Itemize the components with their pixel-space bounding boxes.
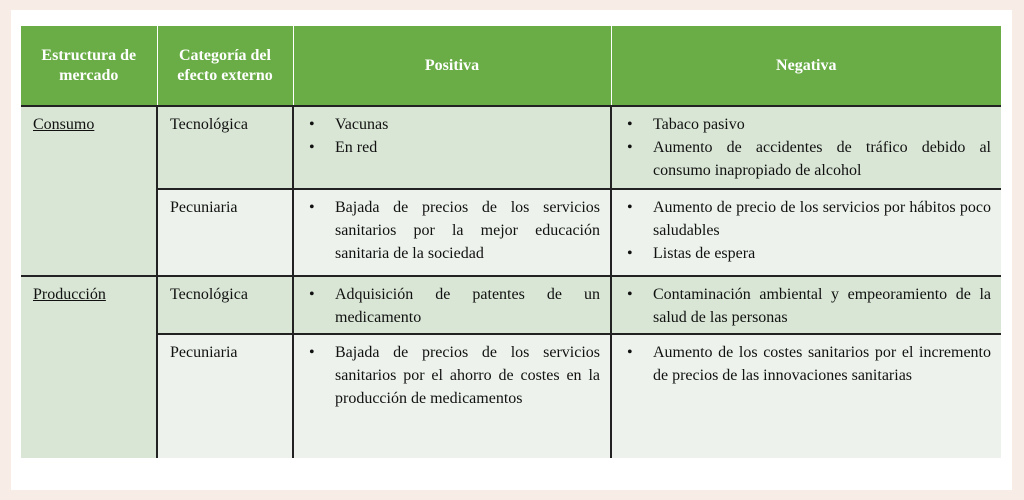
positive-cell [293,189,611,276]
category-cell: Tecnológica [157,276,293,334]
header-structure: Estructura de mercado [21,26,157,106]
table-row [21,276,1001,334]
positive-cell [293,334,611,458]
negative-cell [611,106,1001,189]
list-item: • Adquisición de patentes de un medicamento [306,283,600,329]
category-cell: Pecuniaria [157,334,293,458]
list-item: • Tabaco pasivo [624,113,991,136]
structure-cell [21,276,157,458]
header-positive: Positiva [293,26,611,106]
header-negative: Negativa [611,26,1001,106]
table-row [21,189,1001,276]
list-item: • Vacunas [306,113,600,136]
list-item: • Aumento de precio de los servicios por hábitos poco saludables [624,196,991,242]
header-category: Categoría del efecto externo [157,26,293,106]
structure-cell [21,106,157,276]
list-item: • Listas de espera [624,242,991,265]
table-row [21,106,1001,189]
negative-cell [611,334,1001,458]
list-item: • Bajada de precios de los servicios sanitarios por la mejor educación sanitaria de la sociedad [306,196,600,265]
list-item: • Aumento de los costes sanitarios por el incremento de precios de las innovaciones sanitarias [624,341,991,387]
category-cell: Tecnológica [157,106,293,189]
list-item: • Contaminación ambiental y empeoramiento de la salud de las personas [624,283,991,329]
structure-label: Producción [33,286,106,303]
list-item: • Bajada de precios de los servicios sanitarios por el ahorro de costes en la producción de medicamentos [306,341,600,410]
positive-cell [293,106,611,189]
header-row [21,26,1001,106]
list-item: • Aumento de accidentes de tráfico debido al consumo inapropiado de alcohol [624,136,991,182]
table-frame [11,10,1012,490]
table-row [21,334,1001,458]
category-cell: Pecuniaria [157,189,293,276]
positive-cell [293,276,611,334]
negative-cell [611,189,1001,276]
structure-label: Consumo [33,116,95,133]
list-item: • En red [306,136,600,159]
negative-cell [611,276,1001,334]
externalities-table [21,26,1001,458]
